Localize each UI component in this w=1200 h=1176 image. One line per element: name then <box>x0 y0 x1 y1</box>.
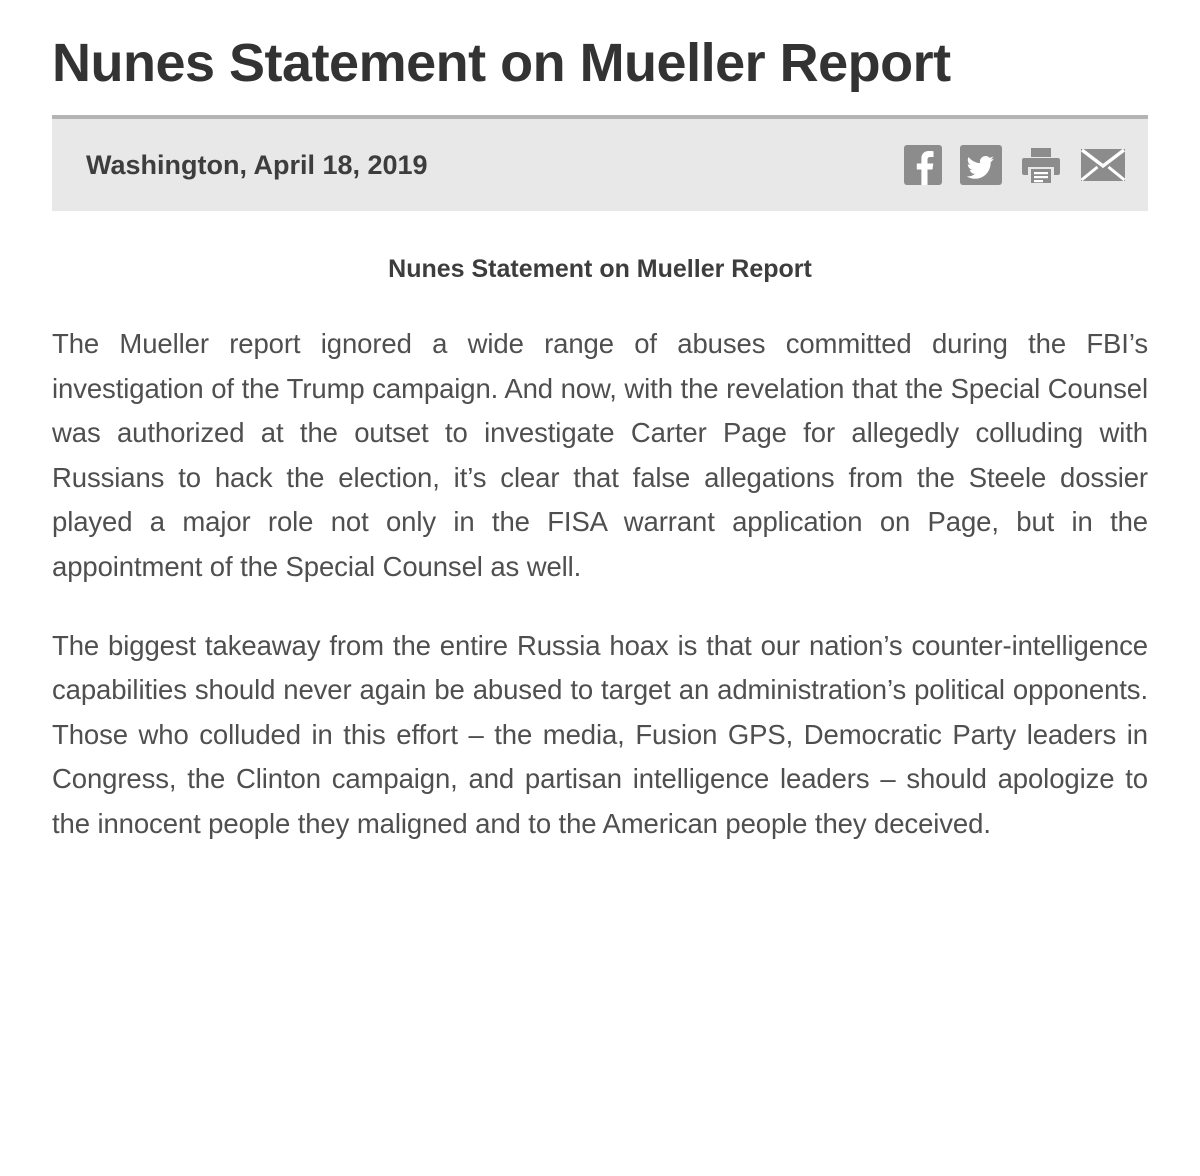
article-body <box>52 255 1148 846</box>
article-meta-bar <box>52 115 1148 211</box>
facebook-icon[interactable] <box>904 145 942 185</box>
article-paragraphs <box>52 322 1148 846</box>
twitter-icon[interactable] <box>960 145 1002 185</box>
article-heading: Nunes Statement on Mueller Report <box>388 255 812 284</box>
article-paragraph: The Mueller report ignored a wide range of abuses committed during the FBI’s investigation of the Trump campaign. And now, with the revelation that the Special Counsel was authorized at the outset to investigate Carter Page for allegedly colluding with Russians to hack the election, it’s clear that false allegations from the Steele dossier played a major role not only in the FISA warrant application on Page, but in the appointment of the Special Counsel as well. <box>52 328 1148 582</box>
article-location-date: Washington, April 18, 2019 <box>86 149 428 180</box>
article-paragraph: The biggest takeaway from the entire Russia hoax is that our nation’s counter-intelligence capabilities should never again be abused to target an administration’s political opponents. Those who colluded in this effort – the media, Fusion GPS, Democratic Party leaders in Congress, the Clinton campaign, and partisan intelligence leaders – should apologize to the innocent people they maligned and to the American people they deceived. <box>52 629 1148 839</box>
page-title: Nunes Statement on Mueller Report <box>52 33 951 93</box>
print-icon[interactable] <box>1020 145 1062 185</box>
share-toolbar <box>904 145 1126 185</box>
email-icon[interactable] <box>1080 147 1126 183</box>
